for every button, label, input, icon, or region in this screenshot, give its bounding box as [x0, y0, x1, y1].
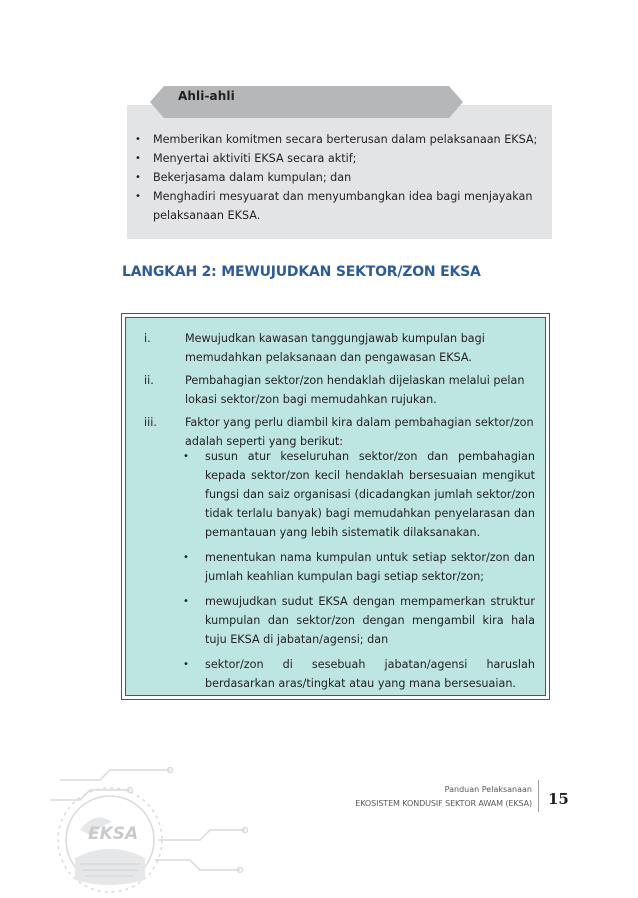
list-item-text: Menyertai aktiviti EKSA secara aktif; [153, 152, 357, 165]
factor-list [183, 447, 535, 699]
step-item-text: Mewujudkan kawasan tanggungjawab kumpulan bagi [185, 332, 485, 345]
members-list [133, 130, 543, 225]
step-item-number: iii. [144, 416, 157, 429]
footer-guide-title: Panduan Pelaksanaan [444, 785, 532, 794]
bullet-icon: • [183, 596, 189, 607]
eksa-logo-graphic [40, 740, 250, 894]
bullet-icon: • [183, 451, 189, 462]
eksa-logo-text: EKSA [88, 824, 139, 844]
list-item-text: mewujudkan sudut EKSA dengan mempamerkan struktur kumpulan dan sektor/zon dengan mengambil kira hala tuju EKSA di jabatan/agensi; dan [205, 595, 535, 646]
step-item-text-continued: adalah seperti yang berikut: [185, 435, 344, 448]
bullet-icon: • [135, 153, 141, 164]
step-item-text: Pembahagian sektor/zon hendaklah dijelaskan melalui pelan [185, 374, 525, 387]
list-item-text: Menghadiri mesyuarat dan menyumbangkan idea bagi menjayakan [153, 190, 533, 203]
bullet-icon: • [183, 552, 189, 563]
list-item-text: menentukan nama kumpulan untuk setiap sektor/zon dan jumlah keahlian kumpulan bagi setiap sektor/zon; [205, 551, 535, 583]
bullet-icon: • [135, 134, 141, 145]
list-item-text-continued: pelaksanaan EKSA. [153, 209, 261, 222]
members-title: Ahli-ahli [178, 89, 235, 103]
page-number: 15 [548, 790, 569, 808]
list-item [183, 548, 535, 586]
list-item-text: Memberikan komitmen secara berterusan dalam pelaksanaan EKSA; [153, 133, 538, 146]
list-item-text: Bekerjasama dalam kumpulan; dan [153, 171, 352, 184]
list-item [133, 168, 543, 187]
step-heading: LANGKAH 2: MEWUJUDKAN SEKTOR/ZON EKSA [122, 264, 481, 280]
step-item-text-continued: lokasi sektor/zon bagi memudahkan rujukan. [185, 393, 437, 406]
list-item [133, 149, 543, 168]
list-item [133, 187, 543, 225]
list-item-text: susun atur keseluruhan sektor/zon dan pembahagian kepada sektor/zon kecil hendaklah bersesuaian mengikut fungsi dan saiz organisasi (dicadangkan jumlah sektor/zon tidak terlalu banyak) bagi memudahkan penyelarasan dan pemantauan yang lebih sistematik dilaksanakan. [205, 450, 535, 539]
bullet-icon: • [135, 172, 141, 183]
step-item-number: i. [144, 332, 151, 345]
list-item-text: sektor/zon di sesebuah jabatan/agensi haruslah berdasarkan aras/tingkat atau yang mana bersesuaian. [205, 658, 535, 690]
footer-divider [538, 780, 539, 812]
list-item [183, 655, 535, 693]
eksa-logo [40, 740, 250, 894]
step-item-number: ii. [144, 374, 154, 387]
list-item [183, 592, 535, 649]
step-item-text: Faktor yang perlu diambil kira dalam pembahagian sektor/zon [185, 416, 534, 429]
step-item-text-continued: memudahkan pelaksanaan dan pengawasan EKSA. [185, 351, 472, 364]
list-item [183, 447, 535, 542]
footer-program-title: EKOSISTEM KONDUSIF SEKTOR AWAM (EKSA) [355, 799, 532, 808]
bullet-icon: • [135, 191, 141, 202]
bullet-icon: • [183, 659, 189, 670]
list-item [133, 130, 543, 149]
